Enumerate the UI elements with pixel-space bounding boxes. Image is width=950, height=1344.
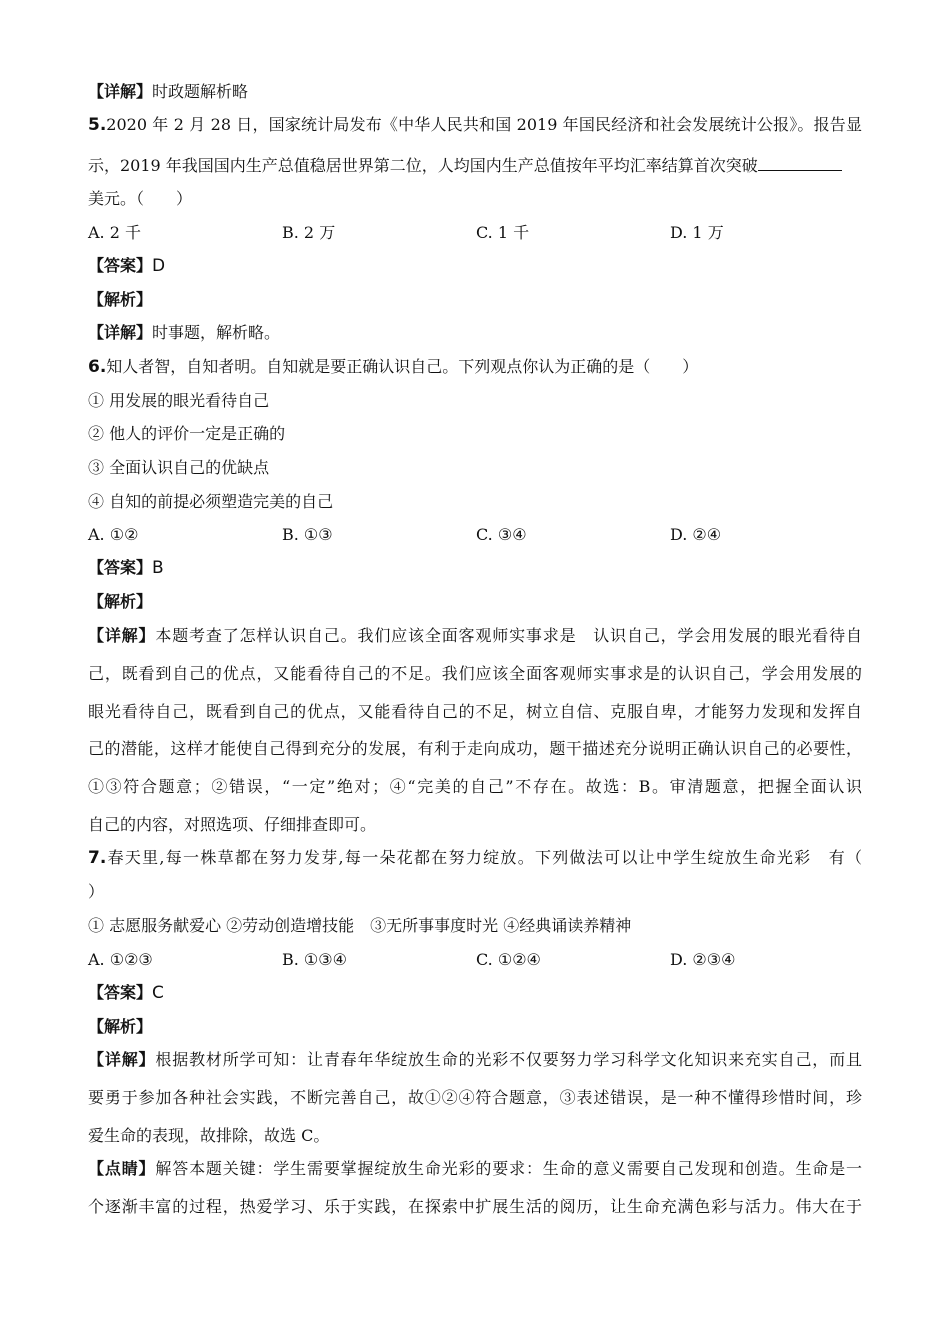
q6-option-a: A. ①② <box>88 525 139 544</box>
q7-option-d: D. ②③④ <box>670 950 736 969</box>
q5-answer: 【答案】D <box>88 256 166 276</box>
q5-number: 5. <box>88 115 107 135</box>
q6-item-3: ③ 全面认识自己的优缺点 <box>88 458 270 477</box>
q7-number: 7. <box>88 848 107 868</box>
q6-detail-line-4: 己的潜能，这样才能使自己得到充分的发展，有利于走向成功，题干描述充分说明正确认识自己的必要性， <box>88 739 862 758</box>
q6-option-b: B. ①③ <box>282 525 333 544</box>
q6-option-c: C. ③④ <box>476 525 527 544</box>
q7-detail-line-3: 爱生命的表现，故排除，故选 C。 <box>88 1126 330 1145</box>
q7-tip-line-2: 个逐渐丰富的过程，热爱学习、乐于实践，在探索中扩展生活的阅历，让生命充满色彩与活力。伟大在于 <box>88 1197 862 1216</box>
q6-detail-line-1: 【详解】本题考查了怎样认识自己。我们应该全面客观师实事求是 认识自己，学会用发展的眼光看待自 <box>88 626 862 645</box>
q5-option-d: D. 1 万 <box>670 223 724 242</box>
q6-item-1: ① 用发展的眼光看待自己 <box>88 391 270 410</box>
q6-answer-value: B <box>152 558 164 578</box>
detail-text: 时政题解析略 <box>152 82 249 101</box>
q6-option-d: D. ②④ <box>670 525 722 544</box>
q7-analysis-label: 【解析】 <box>88 1017 153 1036</box>
q5-stem-line-2: 示，2019 年我国国内生产总值稳居世界第二位，人均国内生产总值按年平均汇率结算首次突破 <box>88 153 862 177</box>
q7-stem-line-2: ） <box>88 882 105 901</box>
q7-tip-line-1: 【点睛】解答本题关键：学生需要掌握绽放生命光彩的要求：生命的意义需要自己发现和创造。生命是一 <box>88 1159 862 1178</box>
q7-detail-line-1: 【详解】根据教材所学可知：让青春年华绽放生命的光彩不仅要努力学习科学文化知识来充实自己，而且 <box>88 1050 862 1069</box>
q6-detail-line-3: 眼光看待自己，既看到自己的优点，又能看待自己的不足，树立自信、克服自卑，才能努力发现和发挥自 <box>88 702 862 721</box>
q5-option-c: C. 1 千 <box>476 223 530 242</box>
q5-answer-value: D <box>152 256 166 276</box>
q7-items: ① 志愿服务献爱心 ②劳动创造增技能 ③无所事事度时光 ④经典诵读养精神 <box>88 916 632 935</box>
q6-analysis-label: 【解析】 <box>88 592 153 611</box>
q7-answer-value: C <box>152 983 164 1003</box>
q7-option-b: B. ①③④ <box>282 950 347 969</box>
q5-stem-line-1: 5.2020 年 2 月 28 日，国家统计局发布《中华人民共和国 2019 年国民经济和社会发展统计公报》。报告显 <box>88 115 862 135</box>
q6-number: 6. <box>88 357 107 377</box>
q6-detail-line-2: 己，既看到自己的优点，又能看待自己的不足。我们应该全面客观师实事求是的认识自己，学会用发展的 <box>88 664 862 683</box>
q5-option-b: B. 2 万 <box>282 223 336 242</box>
q6-options <box>88 523 862 547</box>
q6-stem: 6.知人者智，自知者明。自知就是要正确认识自己。下列观点你认为正确的是（ ） <box>88 357 699 377</box>
q7-options <box>88 948 862 972</box>
detail-label: 【详解】 <box>88 82 153 101</box>
q5-options <box>88 221 862 245</box>
q7-option-a: A. ①②③ <box>88 950 153 969</box>
q6-answer: 【答案】B <box>88 558 164 578</box>
q6-item-2: ② 他人的评价一定是正确的 <box>88 424 286 443</box>
q5-option-a: A. 2 千 <box>88 223 141 242</box>
q7-option-c: C. ①②④ <box>476 950 541 969</box>
q7-stem-line-1: 7.春天里,每一株草都在努力发芽,每一朵花都在努力绽放。下列做法可以让中学生绽放生命光彩 有（ <box>88 848 862 868</box>
q6-detail-line-5: ①③符合题意；②错误，“一定”绝对；④“完美的自己”不存在。故选：B。审清题意，把握全面认识 <box>88 777 862 796</box>
q7-detail-line-2: 要勇于参加各种社会实践，不断完善自己，故①②④符合题意，③表述错误，是一种不懂得珍惜时间，珍 <box>88 1088 862 1107</box>
q5-stem-line-3: 美元。（ ） <box>88 189 193 208</box>
q5-analysis-label: 【解析】 <box>88 290 153 309</box>
answer-blank <box>758 153 842 171</box>
q6-item-4: ④ 自知的前提必须塑造完美的自己 <box>88 492 334 511</box>
q6-detail-line-6: 自己的内容，对照选项、仔细排查即可。 <box>88 815 377 834</box>
q7-answer: 【答案】C <box>88 983 164 1003</box>
intro-detail <box>88 80 862 104</box>
q5-detail: 【详解】时事题，解析略。 <box>88 323 281 342</box>
